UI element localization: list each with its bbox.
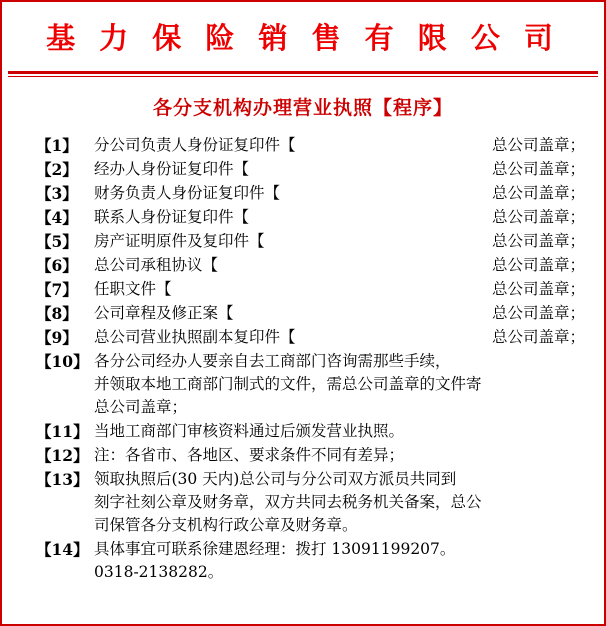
item-number: 【12】 [36,446,89,465]
item-number: 【2】 [36,160,78,179]
item-text: 任职文件【 [94,280,172,298]
header-divider [2,71,604,77]
item-text: 联系人身份证复印件【 [94,208,250,226]
list-item [36,302,592,325]
item-text: 房产证明原件及复印件【 [94,232,265,250]
item-tail: 总公司盖章； [492,328,586,346]
list-item [36,420,592,443]
item-number: 【1】 [36,136,78,155]
item-number: 【11】 [36,422,89,441]
company-title: 基 力 保 险 销 售 有 限 公 司 [46,21,560,55]
item-tail: 总公司盖章； [492,160,586,178]
item-number: 【8】 [36,304,78,323]
item-text-line: 并领取本地工商部门制式的文件，需总公司盖章的文件寄 [94,375,482,393]
item-number: 【14】 [36,540,89,559]
item-text-line: 注：各省市、各地区、要求条件不同有差异； [94,446,405,464]
divider-thick-line [8,71,598,74]
list-item [36,538,592,584]
item-text: 总公司营业执照副本复印件【 [94,328,296,346]
procedure-list [2,134,604,584]
item-text-line: 领取执照后(30 天内)总公司与分公司双方派员共同到 [94,470,457,488]
item-text: 公司章程及修正案【 [94,304,234,322]
item-text-line: 总公司盖章； [94,398,188,416]
item-number: 【6】 [36,256,78,275]
item-tail: 总公司盖章； [492,304,586,322]
item-tail: 总公司盖章； [492,232,586,250]
item-number: 【9】 [36,328,78,347]
list-item [36,206,592,229]
list-item [36,230,592,253]
list-item [36,326,592,349]
list-item [36,468,592,537]
divider-thin-line [8,76,598,77]
list-item [36,158,592,181]
item-text-line: 0318-2138282。 [94,563,224,581]
item-text: 总公司承租协议【 [94,256,219,274]
list-item [36,350,592,419]
item-tail: 总公司盖章； [492,208,586,226]
item-number: 【5】 [36,232,78,251]
item-text-line: 当地工商部门审核资料通过后颁发营业执照。 [94,422,405,440]
item-tail: 总公司盖章； [492,136,586,154]
list-item [36,134,592,157]
item-number: 【3】 [36,184,78,203]
item-text: 经办人身份证复印件【 [94,160,250,178]
item-text-line: 司保管各分支机构行政公章及财务章。 [94,516,358,534]
item-text-line: 各分公司经办人要亲自去工商部门咨询需那些手续， [94,352,451,370]
item-number: 【10】 [36,352,89,371]
list-item [36,444,592,467]
item-tail: 总公司盖章； [492,256,586,274]
item-text: 财务负责人身份证复印件【 [94,184,281,202]
list-item [36,254,592,277]
list-item [36,278,592,301]
item-text-line: 刻字社刻公章及财务章，双方共同去税务机关备案，总公 [94,493,482,511]
item-number: 【7】 [36,280,78,299]
list-item [36,182,592,205]
page-title: 各分支机构办理营业执照【程序】 [152,97,453,119]
item-tail: 总公司盖章； [492,280,586,298]
item-text-line: 具体事宜可联系徐建恩经理：拨打 13091199207。 [94,540,456,558]
item-text: 分公司负责人身份证复印件【 [94,136,296,154]
item-number: 【13】 [36,470,89,489]
item-tail: 总公司盖章； [492,184,586,202]
item-number: 【4】 [36,208,78,227]
